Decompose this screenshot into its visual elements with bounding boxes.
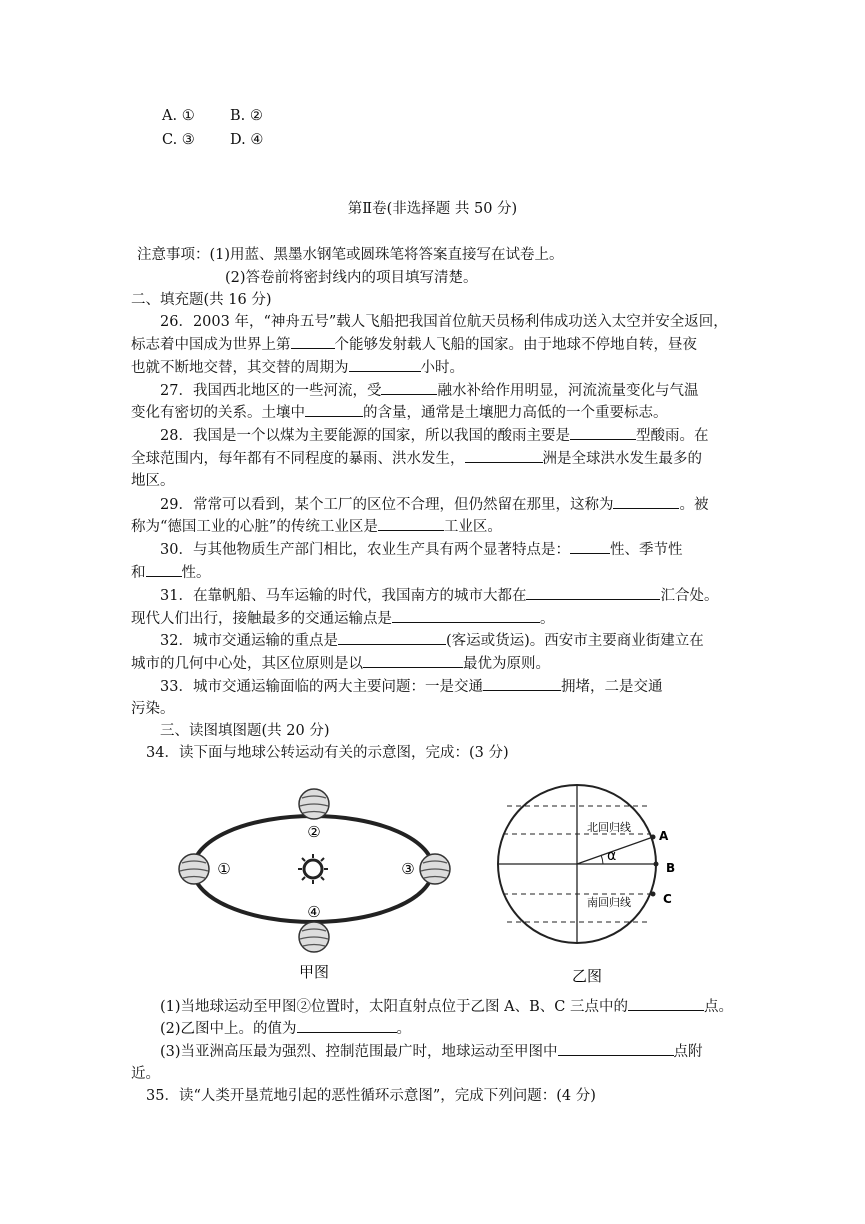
q30-text-b: 性、季节性 xyxy=(609,542,683,558)
q26-text-b: 个能够发射载人飞船的国家。由于地球不停地自转，昼夜 xyxy=(334,337,697,353)
q34-sub-3-cont: 近。 xyxy=(131,1066,160,1082)
q28-blank-1[interactable] xyxy=(570,425,636,440)
pos2-label: ② xyxy=(307,823,321,841)
q26-text-a: 标志着中国成为世界上第 xyxy=(131,337,291,353)
q32-text-a: 32．城市交通运输的重点是 xyxy=(160,633,338,649)
q27-line-2 xyxy=(131,402,668,423)
q28-blank-2[interactable] xyxy=(465,448,543,463)
q30-blank-1[interactable] xyxy=(570,539,610,554)
q27-blank-1[interactable] xyxy=(381,380,437,395)
q27-text-c: 变化有密切的关系。土壤中 xyxy=(131,405,305,421)
q30-line-2 xyxy=(131,562,211,583)
alpha-label: α xyxy=(607,848,617,864)
q26-line-1: 26．2003 年，“神舟五号”载人飞船把我国首位航天员杨利伟成功送入太空并安全返回， xyxy=(160,314,728,330)
q29-line-2 xyxy=(131,516,502,537)
q27-text-a: 27．我国西北地区的一些河流，受 xyxy=(160,383,382,399)
earth-icon xyxy=(299,922,329,952)
pos4-label: ④ xyxy=(307,903,321,921)
q28-line-1 xyxy=(160,425,708,446)
notes-line-1: 注意事项：(1)用蓝、黑墨水钢笔或圆珠笔将答案直接写在试卷上。 xyxy=(137,247,564,263)
option-b: B. ② xyxy=(230,108,263,124)
q30-text-c: 和 xyxy=(131,565,146,581)
figure-b-caption: 乙图 xyxy=(571,967,603,985)
q29-blank-2[interactable] xyxy=(378,516,444,531)
q31-text-c: 现代人们出行，接触最多的交通运输点是 xyxy=(131,611,392,627)
figure-b-globe-diagram xyxy=(495,778,705,988)
q28-text-d: 洲是全球洪水发生最多的 xyxy=(542,451,702,467)
q34-text-1a: (1)当地球运动至甲图②位置时，太阳直射点位于乙图 A、B、C 三点中的 xyxy=(160,999,628,1015)
q28-text-a: 28．我国是一个以煤为主要能源的国家，所以我国的酸雨主要是 xyxy=(160,428,570,444)
q34-intro: 34．读下面与地球公转运动有关的示意图，完成：(3 分) xyxy=(146,745,509,761)
q27-blank-2[interactable] xyxy=(305,402,363,417)
point-a-label: A xyxy=(659,829,669,843)
q30-blank-2[interactable] xyxy=(146,562,182,577)
q32-line-1 xyxy=(160,630,704,651)
q31-blank-1[interactable] xyxy=(526,585,660,600)
q35-intro: 35．读“人类开垦荒地引起的恶性循环示意图”，完成下列问题：(4 分) xyxy=(146,1088,596,1104)
q27-text-d: 的含量，通常是土壤肥力高低的一个重要标志。 xyxy=(363,405,668,421)
q31-blank-2[interactable] xyxy=(392,608,540,623)
q30-text-a: 30．与其他物质生产部门相比，农业生产具有两个显著特点是： xyxy=(160,542,570,558)
q30-text-d: 性。 xyxy=(181,565,211,581)
q31-line-2 xyxy=(131,608,555,629)
earth-icon xyxy=(420,854,450,884)
q28-text-c: 全球范围内，每年都有不同程度的暴雨、洪水发生， xyxy=(131,451,465,467)
north-tropic-label: 北回归线 xyxy=(587,821,631,834)
q34-text-2a: (2)乙图中上。的值为 xyxy=(160,1021,297,1037)
q26-text-d: 小时。 xyxy=(420,360,464,376)
q34-text-3a: (3)当亚洲高压最为强烈、控制范围最广时，地球运动至甲图中 xyxy=(160,1044,558,1060)
q34-sub-3 xyxy=(160,1041,703,1062)
q32-line-2 xyxy=(131,653,550,674)
q34-text-1b: 点。 xyxy=(703,999,733,1015)
sun-icon xyxy=(298,854,328,884)
q32-text-d: 最优为原则。 xyxy=(463,656,550,672)
q31-text-a: 31．在靠帆船、马车运输的时代，我国南方的城市大都在 xyxy=(160,588,527,604)
q33-text-a: 33．城市交通运输面临的两大主要问题：一是交通 xyxy=(160,679,483,695)
q26-line-3 xyxy=(131,357,464,378)
q33-line-2: 污染。 xyxy=(131,701,175,717)
q26-blank-1[interactable] xyxy=(291,334,335,349)
q31-text-d: 。 xyxy=(540,611,555,627)
q26-text-c: 也就不断地交替，其交替的周期为 xyxy=(131,360,349,376)
q29-blank-1[interactable] xyxy=(613,494,679,509)
point-c-label: C xyxy=(663,892,672,906)
q34-text-2b: 。 xyxy=(396,1021,412,1037)
q30-line-1 xyxy=(160,539,682,560)
south-tropic-label: 南回归线 xyxy=(587,896,631,909)
earth-icon xyxy=(299,789,329,819)
option-d: D. ④ xyxy=(230,132,264,148)
q33-line-1 xyxy=(160,676,662,697)
part3-heading: 三、读图填图题(共 20 分) xyxy=(160,723,330,739)
earth-icon xyxy=(179,854,209,884)
q32-text-c: 城市的几何中心处，其区位原则是以 xyxy=(131,656,363,672)
q26-blank-2[interactable] xyxy=(349,357,421,372)
point-b-label: B xyxy=(666,861,676,875)
q34-sub-1 xyxy=(160,996,733,1017)
part2-heading: 二、填充题(共 16 分) xyxy=(131,292,272,308)
q29-text-c: 称为“德国工业的心脏”的传统工业区是 xyxy=(131,519,378,535)
q34-blank-1[interactable] xyxy=(628,996,704,1011)
q32-blank-1[interactable] xyxy=(338,630,446,645)
pos1-label: ① xyxy=(217,860,231,878)
section-title: 第Ⅱ卷(非选择题 共 50 分) xyxy=(347,201,518,217)
q28-line-3: 地区。 xyxy=(131,473,175,489)
q29-text-a: 29．常常可以看到，某个工厂的区位不合理，但仍然留在那里，这称为 xyxy=(160,497,614,513)
option-a: A. ① xyxy=(162,108,195,124)
q26-line-2 xyxy=(131,334,697,355)
figure-a-caption: 甲图 xyxy=(298,963,330,981)
q31-text-b: 汇合处。 xyxy=(660,588,719,604)
q34-blank-2[interactable] xyxy=(297,1018,397,1033)
q28-line-2 xyxy=(131,448,702,469)
q29-text-d: 工业区。 xyxy=(443,519,502,535)
q32-blank-2[interactable] xyxy=(363,653,463,668)
q31-line-1 xyxy=(160,585,718,606)
q27-text-b: 融水补给作用明显，河流流量变化与气温 xyxy=(437,383,699,399)
q29-line-1 xyxy=(160,494,708,515)
q29-text-b: 。被 xyxy=(679,497,709,513)
pos3-label: ③ xyxy=(401,860,415,878)
option-c: C. ③ xyxy=(162,132,195,148)
q33-blank-1[interactable] xyxy=(483,676,561,691)
q32-text-b: (客运或货运)。西安市主要商业街建立在 xyxy=(445,633,704,649)
q28-text-b: 型酸雨。在 xyxy=(635,428,709,444)
q27-line-1 xyxy=(160,380,698,401)
q34-blank-3[interactable] xyxy=(558,1041,674,1056)
notes-line-2: (2)答卷前将密封线内的项目填写清楚。 xyxy=(225,270,478,286)
q34-sub-2 xyxy=(160,1018,411,1039)
q34-text-3b: 点附 xyxy=(673,1044,703,1060)
q33-text-b: 拥堵，二是交通 xyxy=(560,679,663,695)
figure-a-orbit-diagram xyxy=(170,785,470,985)
